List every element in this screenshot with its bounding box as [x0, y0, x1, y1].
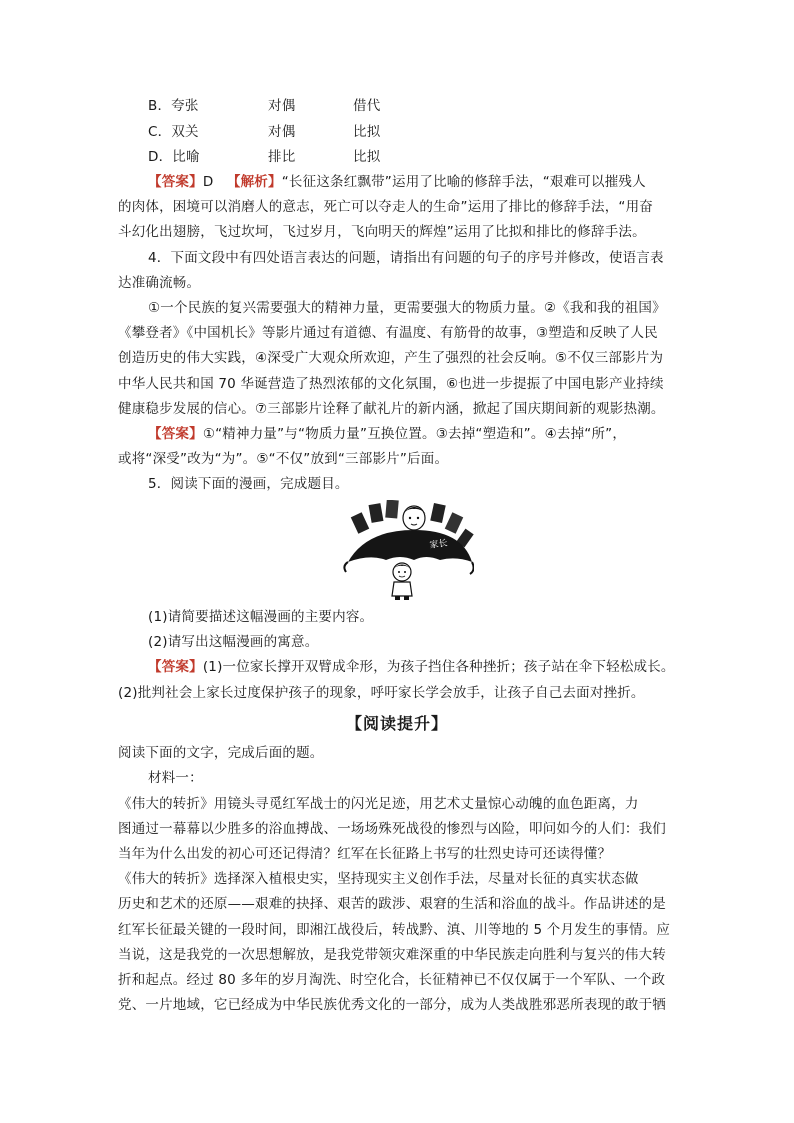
answer-tag: 【答案】	[148, 659, 203, 675]
option-b-c: 借代	[353, 98, 381, 114]
q5-sub-1: (1)请简要描述这幅漫画的主要内容。	[148, 609, 374, 625]
option-d-row	[148, 147, 380, 167]
option-d-b: 排比	[268, 149, 296, 165]
option-c-row	[148, 122, 380, 142]
option-d-a: D．比喻	[148, 149, 200, 165]
answer-tag: 【答案】	[148, 174, 203, 190]
q3-answer: D	[202, 174, 214, 190]
parent-umbrella-cartoon	[336, 500, 474, 600]
reading-intro: 阅读下面的文字，完成后面的题。	[118, 745, 324, 761]
q5-sub-2: (2)请写出这幅漫画的寓意。	[148, 634, 319, 650]
reading-p2-3: 红军长征最关键的一段时间，即湘江战役后，转战黔、滇、川等地的 5 个月发生的事情。应	[118, 922, 671, 938]
cartoon-label: 家长	[428, 537, 449, 550]
q5-answer-1: (1)一位家长撑开双臂成伞形，为孩子挡住各种挫折；孩子站在伞下轻松成长。	[202, 659, 675, 675]
q4-answer-line-1	[148, 424, 626, 444]
reading-p1-1: 《伟大的转折》用镜头寻觅红军战士的闪光足迹，用艺术丈量惊心动魄的血色距离，力	[118, 796, 639, 812]
q5-answer-2: (2)批判社会上家长过度保护孩子的现象，呼吁家长学会放手，让孩子自己去面对挫折。	[118, 685, 645, 701]
option-d-c: 比拟	[353, 149, 381, 165]
material-label: 材料一：	[148, 770, 203, 786]
option-c-c: 比拟	[353, 124, 381, 140]
analysis-tag: 【解析】	[226, 174, 282, 190]
option-c-a: C．双关	[148, 124, 199, 140]
q3-analysis-3: 斗幻化出翅膀，飞过坎坷，飞过岁月，飞向明天的辉煌”运用了比拟和排比的修辞手法。	[118, 224, 646, 240]
reading-p2-2: 历史和艺术的还原——艰难的抉择、艰苦的跋涉、艰窘的生活和浴血的战斗。作品讲述的是	[118, 896, 666, 912]
option-b-a: B．夸张	[148, 98, 199, 114]
q4-text-1: ①一个民族的复兴需要强大的精神力量，更需要强大的物质力量。②《我和我的祖国》	[148, 300, 666, 316]
q4-prompt-2: 达准确流畅。	[118, 275, 201, 291]
q5-prompt: 5．阅读下面的漫画，完成题目。	[148, 476, 349, 492]
reading-p1-2: 图通过一幕幕以少胜多的浴血搏战、一场场殊死战役的惨烈与凶险，叩问如今的人们：我们	[118, 821, 666, 837]
reading-p2-1: 《伟大的转折》选择深入植根史实，坚持现实主义创作手法，尽量对长征的真实状态做	[118, 871, 639, 887]
q3-answer-line	[148, 172, 646, 192]
reading-p2-5: 折和起点。经过 80 多年的岁月淘洗、时空化合，长征精神已不仅仅属于一个军队、一个政	[118, 972, 666, 988]
answer-tag: 【答案】	[148, 426, 203, 442]
q3-analysis-1: “长征这条红飘带”运用了比喻的修辞手法，“艰难可以摧残人	[281, 174, 646, 190]
q4-prompt-1: 4．下面文段中有四处语言表达的问题，请指出有问题的句子的序号并修改，使语言表	[148, 250, 664, 266]
q4-text-5: 健康稳步发展的信心。⑦三部影片诠释了献礼片的新内涵，掀起了国庆期间新的观影热潮。	[118, 401, 665, 417]
q4-answer-2: 或将“深受”改为“为”。⑤“不仅”放到“三部影片”后面。	[118, 451, 449, 467]
q4-answer-1: ①“精神力量”与“物质力量”互换位置。③去掉“塑造和”。④去掉“所”，	[202, 426, 627, 442]
reading-p2-4: 当说，这是我党的一次思想解放，是我党带领灾难深重的中华民族走向胜利与复兴的伟大转	[118, 947, 666, 963]
option-b-b: 对偶	[268, 98, 296, 114]
option-c-b: 对偶	[268, 124, 296, 140]
q4-text-2: 《攀登者》《中国机长》等影片通过有道德、有温度、有筋骨的故事，③塑造和反映了人民	[118, 325, 658, 341]
q4-text-4: 中华人民共和国 70 华诞营造了热烈浓郁的文化氛围，⑥也进一步提振了中国电影产业持续	[118, 376, 664, 392]
reading-p2-6: 党、一片地域，它已经成为中华民族优秀文化的一部分，成为人类战胜邪恶所表现的敢于牺	[118, 997, 666, 1013]
reading-p1-3: 当年为什么出发的初心可还记得清？红军在长征路上书写的壮烈史诗可还读得懂？	[118, 846, 612, 862]
q5-answer-line-1	[148, 657, 675, 677]
section-heading: 【阅读提升】	[345, 714, 448, 733]
q3-analysis-2: 的肉体，困境可以消磨人的意志，死亡可以夺走人的生命”运用了排比的修辞手法，“用奋	[118, 199, 653, 215]
q4-text-3: 创造历史的伟大实践，④深受广大观众所欢迎，产生了强烈的社会反响。⑤不仅三部影片为	[118, 350, 664, 366]
option-b-row	[148, 96, 380, 116]
